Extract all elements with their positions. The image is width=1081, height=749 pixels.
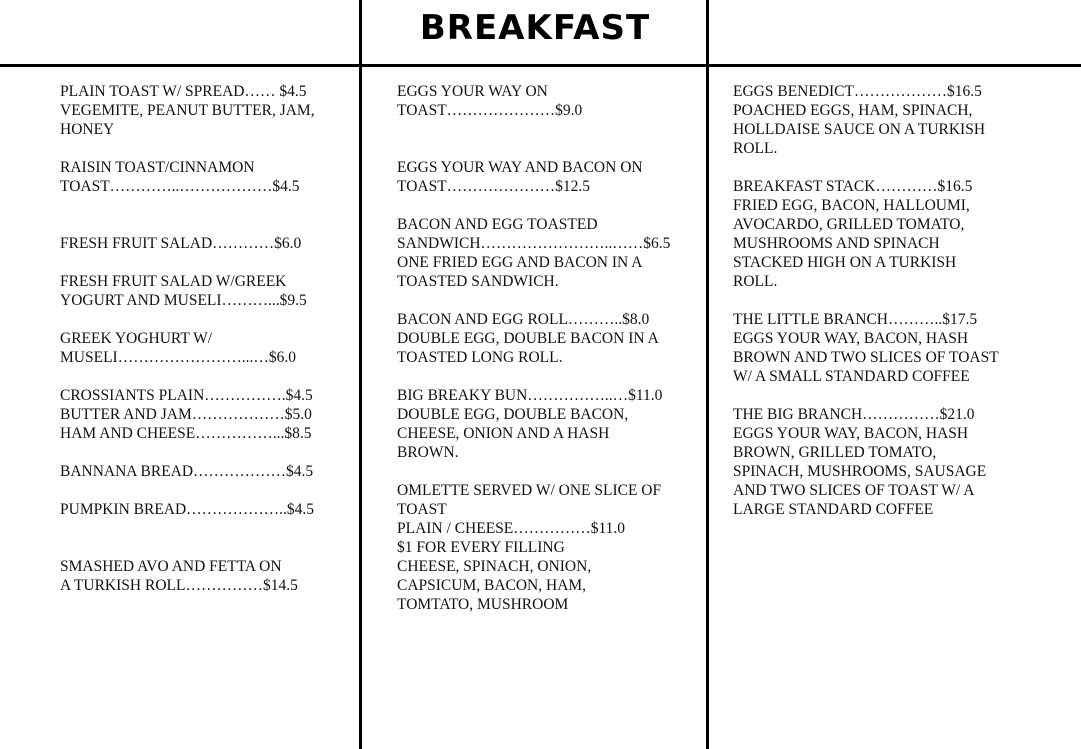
menu-item-description: POACHED EGGS, HAM, SPINACH, xyxy=(733,102,973,119)
menu-item-name-price: CROSSIANTS PLAIN…………….$4.5 xyxy=(60,387,313,404)
menu-item-description: TOAST…………………$12.5 xyxy=(397,178,591,195)
menu-item xyxy=(397,310,670,367)
menu-item-description: DOUBLE EGG, DOUBLE BACON, xyxy=(397,406,629,423)
menu-item xyxy=(733,177,999,291)
menu-item-name-price: THE LITTLE BRANCH………..$17.5 xyxy=(733,311,978,328)
menu-item-name-price: BACON AND EGG ROLL………..$8.0 xyxy=(397,311,650,328)
menu-item-description: STACKED HIGH ON A TURKISH xyxy=(733,254,957,271)
menu-item-description: FRIED EGG, BACON, HALLOUMI, xyxy=(733,197,970,214)
menu-item-name-price: BANNANA BREAD………………$4.5 xyxy=(60,463,314,480)
menu-item-description: BROWN AND TWO SLICES OF TOAST xyxy=(733,349,999,366)
menu-item xyxy=(733,405,999,519)
menu-item-description: AND TWO SLICES OF TOAST W/ A xyxy=(733,482,975,499)
menu-item-description: ROLL. xyxy=(733,273,778,290)
menu-item xyxy=(397,158,670,196)
menu-item xyxy=(397,481,670,614)
column-divider-2 xyxy=(706,0,709,749)
menu-item xyxy=(60,462,315,481)
menu-item-description: A TURKISH ROLL……………$14.5 xyxy=(60,577,298,594)
menu-item-description: MUSHROOMS AND SPINACH xyxy=(733,235,940,252)
menu-item-description: SPINACH, MUSHROOMS, SAUSAGE xyxy=(733,463,987,480)
menu-item-name-price: RAISIN TOAST/CINNAMON xyxy=(60,159,255,176)
menu-item-description: VEGEMITE, PEANUT BUTTER, JAM, xyxy=(60,102,315,119)
menu-item-description: CAPSICUM, BACON, HAM, xyxy=(397,577,587,594)
menu-item-name-price: EGGS YOUR WAY AND BACON ON xyxy=(397,159,643,176)
menu-item-description: EGGS YOUR WAY, BACON, HASH xyxy=(733,330,969,347)
menu-item xyxy=(60,158,315,196)
menu-item xyxy=(60,557,315,595)
menu-item-description: EGGS YOUR WAY, BACON, HASH xyxy=(733,425,969,442)
menu-item xyxy=(397,386,670,462)
menu-item-name-price: GREEK YOGHURT W/ xyxy=(60,330,213,347)
menu-item xyxy=(60,500,315,519)
menu-item-description: ONE FRIED EGG AND BACON IN A xyxy=(397,254,643,271)
menu-item-name-price: OMLETTE SERVED W/ ONE SLICE OF xyxy=(397,482,662,499)
menu-item-description: $1 FOR EVERY FILLING xyxy=(397,539,565,556)
menu-item-description: TOAST…………..………………$4.5 xyxy=(60,178,300,195)
menu-item-description: YOGURT AND MUSELI………...$9.5 xyxy=(60,292,307,309)
menu-item xyxy=(60,272,315,310)
menu-item xyxy=(733,310,999,386)
menu-item xyxy=(60,234,315,253)
menu-item xyxy=(60,329,315,367)
menu-item-name-price: BREAKFAST STACK…………$16.5 xyxy=(733,178,973,195)
menu-item-name-price: PLAIN TOAST W/ SPREAD…… $4.5 xyxy=(60,83,307,100)
menu-item-description: HOLLDAISE SAUCE ON A TURKISH xyxy=(733,121,986,138)
column-divider-1 xyxy=(359,0,362,749)
menu-item-description: TOASTED LONG ROLL. xyxy=(397,349,563,366)
menu-item-name-price: SMASHED AVO AND FETTA ON xyxy=(60,558,282,575)
menu-item-name-price: FRESH FRUIT SALAD…………$6.0 xyxy=(60,235,302,252)
menu-item-description: DOUBLE EGG, DOUBLE BACON IN A xyxy=(397,330,659,347)
menu-item-description: BROWN, GRILLED TOMATO, xyxy=(733,444,937,461)
menu-item xyxy=(733,82,999,158)
menu-item-description: W/ A SMALL STANDARD COFFEE xyxy=(733,368,970,385)
menu-item-description: BROWN. xyxy=(397,444,459,461)
menu-item-description: BUTTER AND JAM………………$5.0 xyxy=(60,406,312,423)
menu-item-description: ROLL. xyxy=(733,140,778,157)
menu-item-description: CHEESE, SPINACH, ONION, xyxy=(397,558,592,575)
menu-title: BREAKFAST xyxy=(419,8,651,48)
menu-item xyxy=(60,386,315,443)
menu-item-name-price: FRESH FRUIT SALAD W/GREEK xyxy=(60,273,287,290)
menu-item-description: AVOCARDO, GRILLED TOMATO, xyxy=(733,216,965,233)
menu-item-description: HAM AND CHEESE……………...$8.5 xyxy=(60,425,312,442)
menu-item-description: LARGE STANDARD COFFEE xyxy=(733,501,934,518)
menu-item-name-price: EGGS BENEDICT………………$16.5 xyxy=(733,83,982,100)
header-divider xyxy=(0,64,1081,67)
menu-item-description: PLAIN / CHEESE……………$11.0 xyxy=(397,520,626,537)
menu-item-description: TOAST xyxy=(397,501,447,518)
menu-item-description: SANDWICH……………………..……$6.5 xyxy=(397,235,671,252)
menu-column-2 xyxy=(397,82,670,614)
menu-column-1 xyxy=(60,82,315,595)
menu-item-name-price: BIG BREAKY BUN……………..…$11.0 xyxy=(397,387,663,404)
menu-item-name-price: BACON AND EGG TOASTED xyxy=(397,216,598,233)
menu-item-description: TOASTED SANDWICH. xyxy=(397,273,559,290)
menu-item xyxy=(397,215,670,291)
menu-column-3 xyxy=(733,82,999,519)
menu-item-description: MUSELI……………………...…$6.0 xyxy=(60,349,296,366)
menu-item-name-price: PUMPKIN BREAD………………..$4.5 xyxy=(60,501,315,518)
menu-item-description: TOAST…………………$9.0 xyxy=(397,102,583,119)
menu-item-description: CHEESE, ONION AND A HASH xyxy=(397,425,610,442)
menu-item-name-price: EGGS YOUR WAY ON xyxy=(397,83,548,100)
menu-item xyxy=(397,82,670,120)
menu-item-name-price: THE BIG BRANCH……………$21.0 xyxy=(733,406,975,423)
menu-item-description: TOMTATO, MUSHROOM xyxy=(397,596,569,613)
menu-item-description: HONEY xyxy=(60,121,115,138)
menu-item xyxy=(60,82,315,139)
